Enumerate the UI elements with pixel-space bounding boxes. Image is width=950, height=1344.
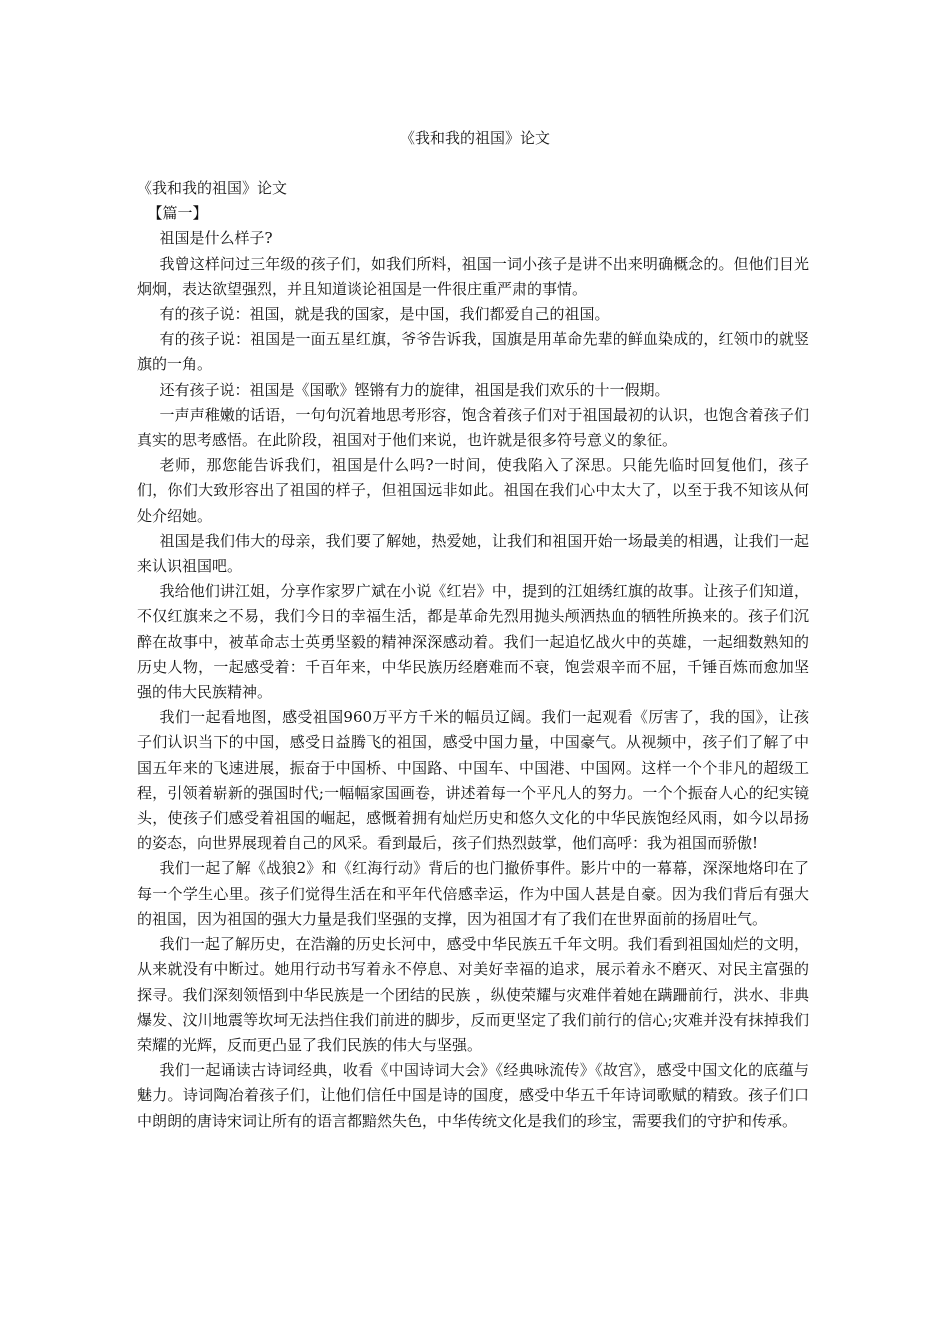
paragraph: 祖国是什么样子?	[159, 229, 273, 248]
paragraph: 我们一起诵读古诗词经典，收看《中国诗词大会》《经典咏流传》《故宫》，感受中国文化的底蕴与魅力。诗词陶冶着孩子们，让他们信任中国是诗的国度，感受中华五千年诗词歌赋的精致。孩子们口中朗朗的唐诗宋词让所有的语言都黯然失色，中华传统文化是我们的珍宝，需要我们的守护和传承。	[137, 1061, 809, 1130]
paragraph: 有的孩子说：祖国，就是我的国家，是中国，我们都爱自己的祖国。	[159, 305, 610, 324]
paragraph: 我们一起了解《战狼2》和《红海行动》背后的也门撤侨事件。影片中的一幕幕，深深地烙印在了每一个学生心里。孩子们觉得生活在和平年代倍感幸运，作为中国人甚是自豪。因为我们背后有强大的祖国，因为祖国的强大力量是我们坚强的支撑，因为祖国才有了我们在世界面前的扬眉吐气。	[137, 859, 809, 928]
paragraph: 我们一起看地图，感受祖国960万平方千米的幅员辽阔。我们一起观看《厉害了，我的国》，让孩子们认识当下的中国，感受日益腾飞的祖国，感受中国力量，中国豪气。从视频中，孩子们了解了中国五年来的飞速进展，振奋于中国桥、中国路、中国车、中国港、中国网。这样一个个非凡的超级工程，引领着崭新的强国时代;一幅幅家国画卷，讲述着每一个平凡人的努力。一个个振奋人心的纪实镜头，使孩子们感受着祖国的崛起，感慨着拥有灿烂历史和悠久文化的中华民族饱经风雨，如今以昂扬的姿态，向世界展现着自己的风采。看到最后，孩子们热烈鼓掌，他们高呼：我为祖国而骄傲!	[137, 708, 809, 853]
paragraph: 老师，那您能告诉我们，祖国是什么吗?一时间，使我陷入了深思。只能先临时回复他们，孩子们，你们大致形容出了祖国的样子，但祖国远非如此。祖国在我们心中太大了，以至于我不知该从何处介绍她。	[137, 456, 809, 525]
paragraph: 还有孩子说：祖国是《国歌》铿锵有力的旋律，祖国是我们欢乐的十一假期。	[159, 380, 670, 399]
paragraph: 我曾这样问过三年级的孩子们，如我们所料，祖国一词小孩子是讲不出来明确概念的。但他们目光炯炯，表达欲望强烈，并且知道谈论祖国是一件很庄重严肃的事情。	[137, 254, 809, 298]
paragraph: 有的孩子说：祖国是一面五星红旗，爷爷告诉我，国旗是用革命先辈的鲜血染成的，红领巾的就竖旗的一角。	[137, 330, 809, 374]
paragraph: 一声声稚嫩的话语，一句句沉着地思考形容，饱含着孩子们对于祖国最初的认识，也饱含着孩子们真实的思考感悟。在此阶段，祖国对于他们来说，也许就是很多符号意义的象征。	[137, 405, 809, 450]
document-subtitle: 《我和我的祖国》论文	[137, 179, 288, 197]
paragraph: 祖国是我们伟大的母亲，我们要了解她，热爱她，让我们和祖国开始一场最美的相遇，让我们一起来认识祖国吧。	[137, 531, 809, 576]
document-body	[137, 176, 809, 1134]
paragraph: 我给他们讲江姐，分享作家罗广斌在小说《红岩》中，提到的江姐绣红旗的故事。让孩子们知道，不仅红旗来之不易，我们今日的幸福生活，都是革命先烈用抛头颅洒热血的牺牲所换来的。孩子们沉醉在故事中，被革命志士英勇坚毅的精神深深感动着。我们一起追忆战火中的英雄，一起细数熟知的历史人物，一起感受着：千百年来，中华民族历经磨难而不衰，饱尝艰辛而不屈，千锤百炼而愈加坚强的伟大民族精神。	[137, 582, 809, 702]
paragraph: 我们一起了解历史，在浩瀚的历史长河中，感受中华民族五千年文明。我们看到祖国灿烂的文明，从来就没有中断过。她用行动书写着永不停息、对美好幸福的追求，展示着永不磨灭、对民主富强的探寻。我们深刻领悟到中华民族是一个团结的民族 ，纵使荣耀与灾难伴着她在蹒跚前行，洪水、非典爆发、汶川地震等坎坷无法挡住我们前进的脚步，反而更坚定了我们前行的信心;灾难并没有抹掉我们荣耀的光辉，反而更凸显了我们民族的伟大与坚强。	[137, 935, 809, 1054]
section-label: 【篇一】	[147, 204, 208, 223]
document-title: 《我和我的祖国》论文	[399, 129, 550, 147]
